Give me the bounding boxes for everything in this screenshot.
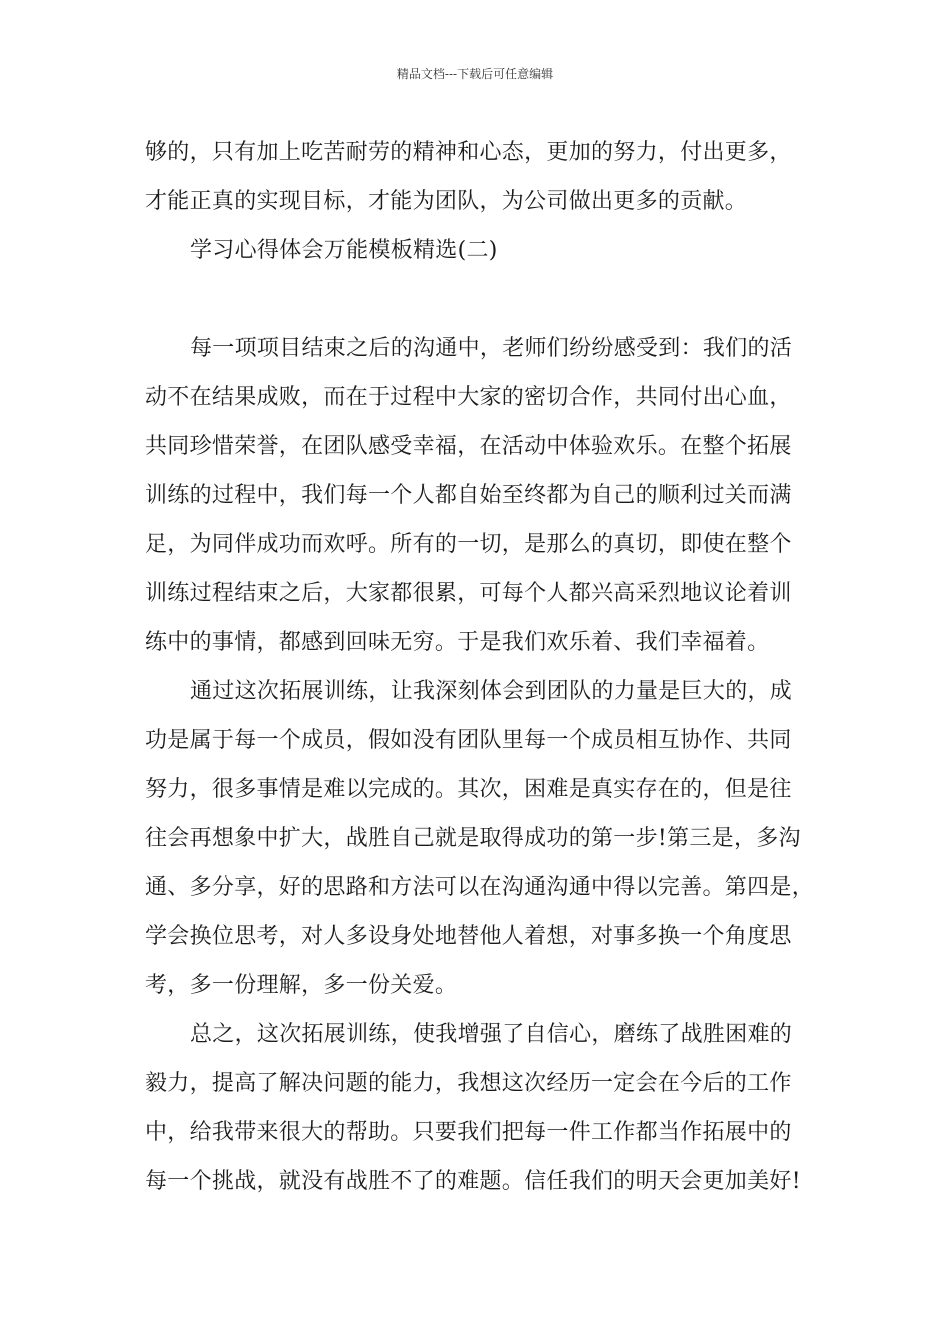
text-line: 足，为同伴成功而欢呼。所有的一切，是那么的真切，即使在整个 [145,532,792,557]
paragraph-start: 每一项项目结束之后的沟通中，老师们纷纷感受到：我们的活 [190,336,793,361]
paragraph-start: 通过这次拓展训练，让我深刻体会到团队的力量是巨大的，成 [190,679,793,704]
text-line: 共同珍惜荣誉，在团队感受幸福，在活动中体验欢乐。在整个拓展 [145,434,792,459]
text-line: 毅力，提高了解决问题的能力，我想这次经历一定会在今后的工作 [145,1071,792,1096]
text-line: 每一个挑战，就没有战胜不了的难题。信任我们的明天会更加美好! [145,1169,801,1194]
text-line: 才能正真的实现目标，才能为团队，为公司做出更多的贡献。 [145,189,748,214]
text-line: 中，给我带来很大的帮助。只要我们把每一件工作都当作拓展中的 [145,1120,792,1145]
paragraph-start: 总之，这次拓展训练，使我增强了自信心，磨练了战胜困难的 [190,1022,793,1047]
text-line: 够的，只有加上吃苦耐劳的精神和心态，更加的努力，付出更多， [145,140,792,165]
blank-line [145,275,820,324]
text-line: 动不在结果成败，而在于过程中大家的密切合作，共同付出心血， [145,385,792,410]
text-line: 学会换位思考，对人多设身处地替他人着想，对事多换一个角度思 [145,924,792,949]
page-header: 精品文档---下载后可任意编辑 [396,67,554,81]
text-line: 考，多一份理解，多一份关爱。 [145,973,458,998]
text-line: 努力，很多事情是难以完成的。其次，困难是真实存在的，但是往 [145,777,792,802]
text-line: 功是属于每一个成员，假如没有团队里每一个成员相互协作、共同 [145,728,792,753]
text-line: 往会再想象中扩大，战胜自己就是取得成功的第一步!第三是，多沟 [145,826,801,851]
text-line: 通、多分享，好的思路和方法可以在沟通沟通中得以完善。第四是， [145,875,815,900]
section-title: 学习心得体会万能模板精选(二) [190,238,498,263]
text-line: 练中的事情，都感到回味无穷。于是我们欢乐着、我们幸福着。 [145,630,770,655]
text-line: 训练过程结束之后，大家都很累，可每个人都兴高采烈地议论着训 [145,581,792,606]
document-body [145,128,820,1206]
text-line: 训练的过程中，我们每一个人都自始至终都为自己的顺利过关而满 [145,483,792,508]
